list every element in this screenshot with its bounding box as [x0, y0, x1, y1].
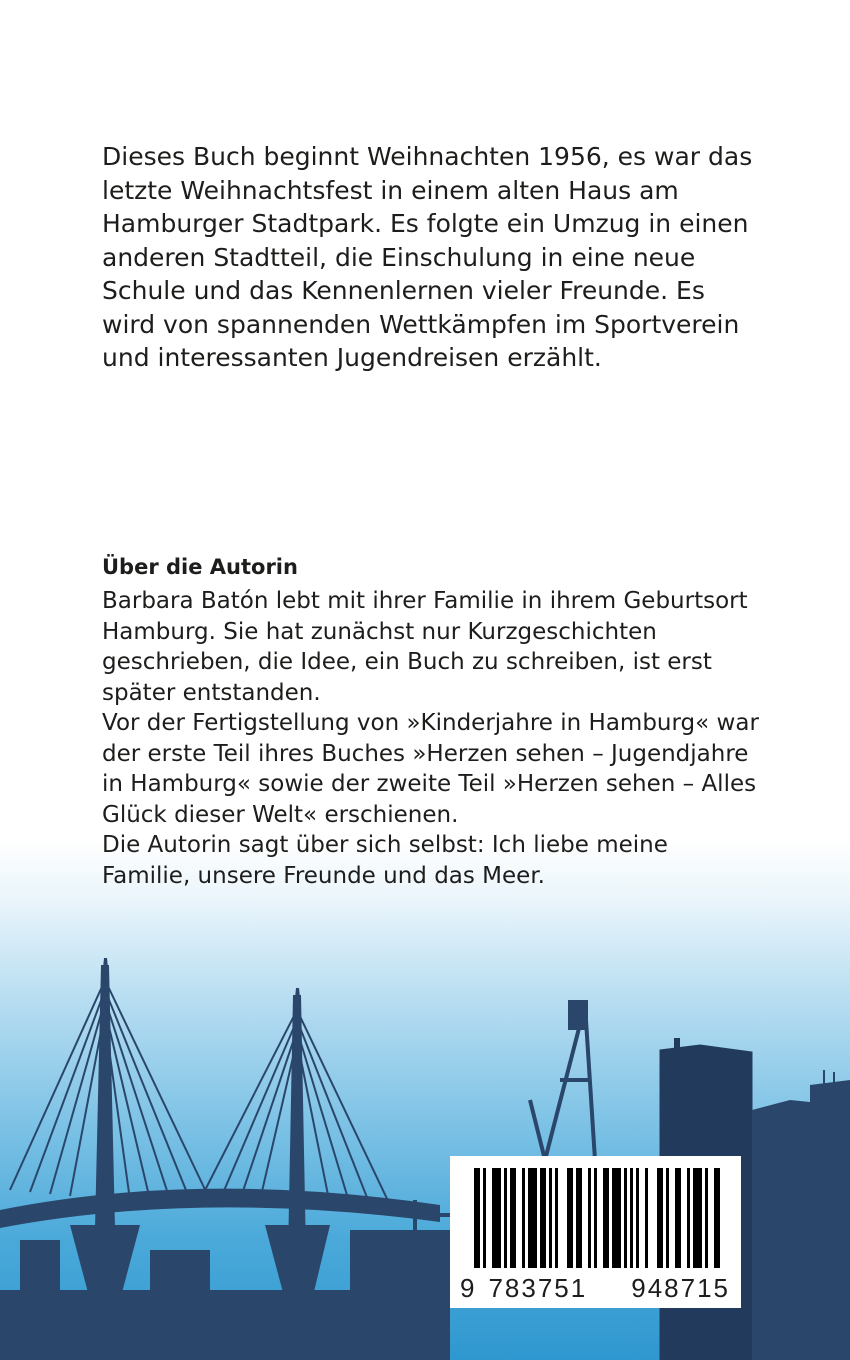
- blurb-text: Dieses Buch beginnt Weihnachten 1956, es war das letzte Weihnachtsfest in einem alten Haus am Hamburger Stadtpark. Es folgte ein Umzug in einen anderen Stadtteil, die Einschulung in eine neue Schule und das Kennenlernen vieler Freunde. Es wird von spannenden Wettkämpfen im Sportverein und interessanten Jugendreisen erzählt.: [102, 142, 753, 372]
- author-paragraph-2: Vor der Fertigstellung von »Kinderjahre in Hamburg« war der erste Teil ihres Buches »Herzen sehen – Jugendjahre in Hamburg« sowie der zweite Teil »Herzen sehen – Alles Glück dieser Welt« erschienen.: [102, 710, 759, 828]
- bridge-deck: [0, 1189, 440, 1228]
- author-paragraph-3: Die Autorin sagt über sich selbst: Ich liebe meine Familie, unsere Freunde und das Meer.: [102, 832, 668, 889]
- author-heading: Über die Autorin: [102, 555, 298, 579]
- author-paragraph-1: Barbara Batón lebt mit ihrer Familie in ihrem Geburtsort Hamburg. Sie hat zunächst nur Kurzgeschichten geschrieben, die Idee, ein Buch zu schreiben, ist erst später entstanden.: [102, 588, 748, 706]
- barcode-box: [450, 1156, 741, 1308]
- isbn-left-group: 783751: [488, 1273, 588, 1303]
- barcode-bars: [462, 1168, 732, 1274]
- isbn-digits: [460, 1274, 735, 1302]
- isbn-right-group: 948715: [631, 1273, 730, 1303]
- isbn-first-digit: 9: [460, 1273, 475, 1303]
- author-section: [102, 552, 762, 891]
